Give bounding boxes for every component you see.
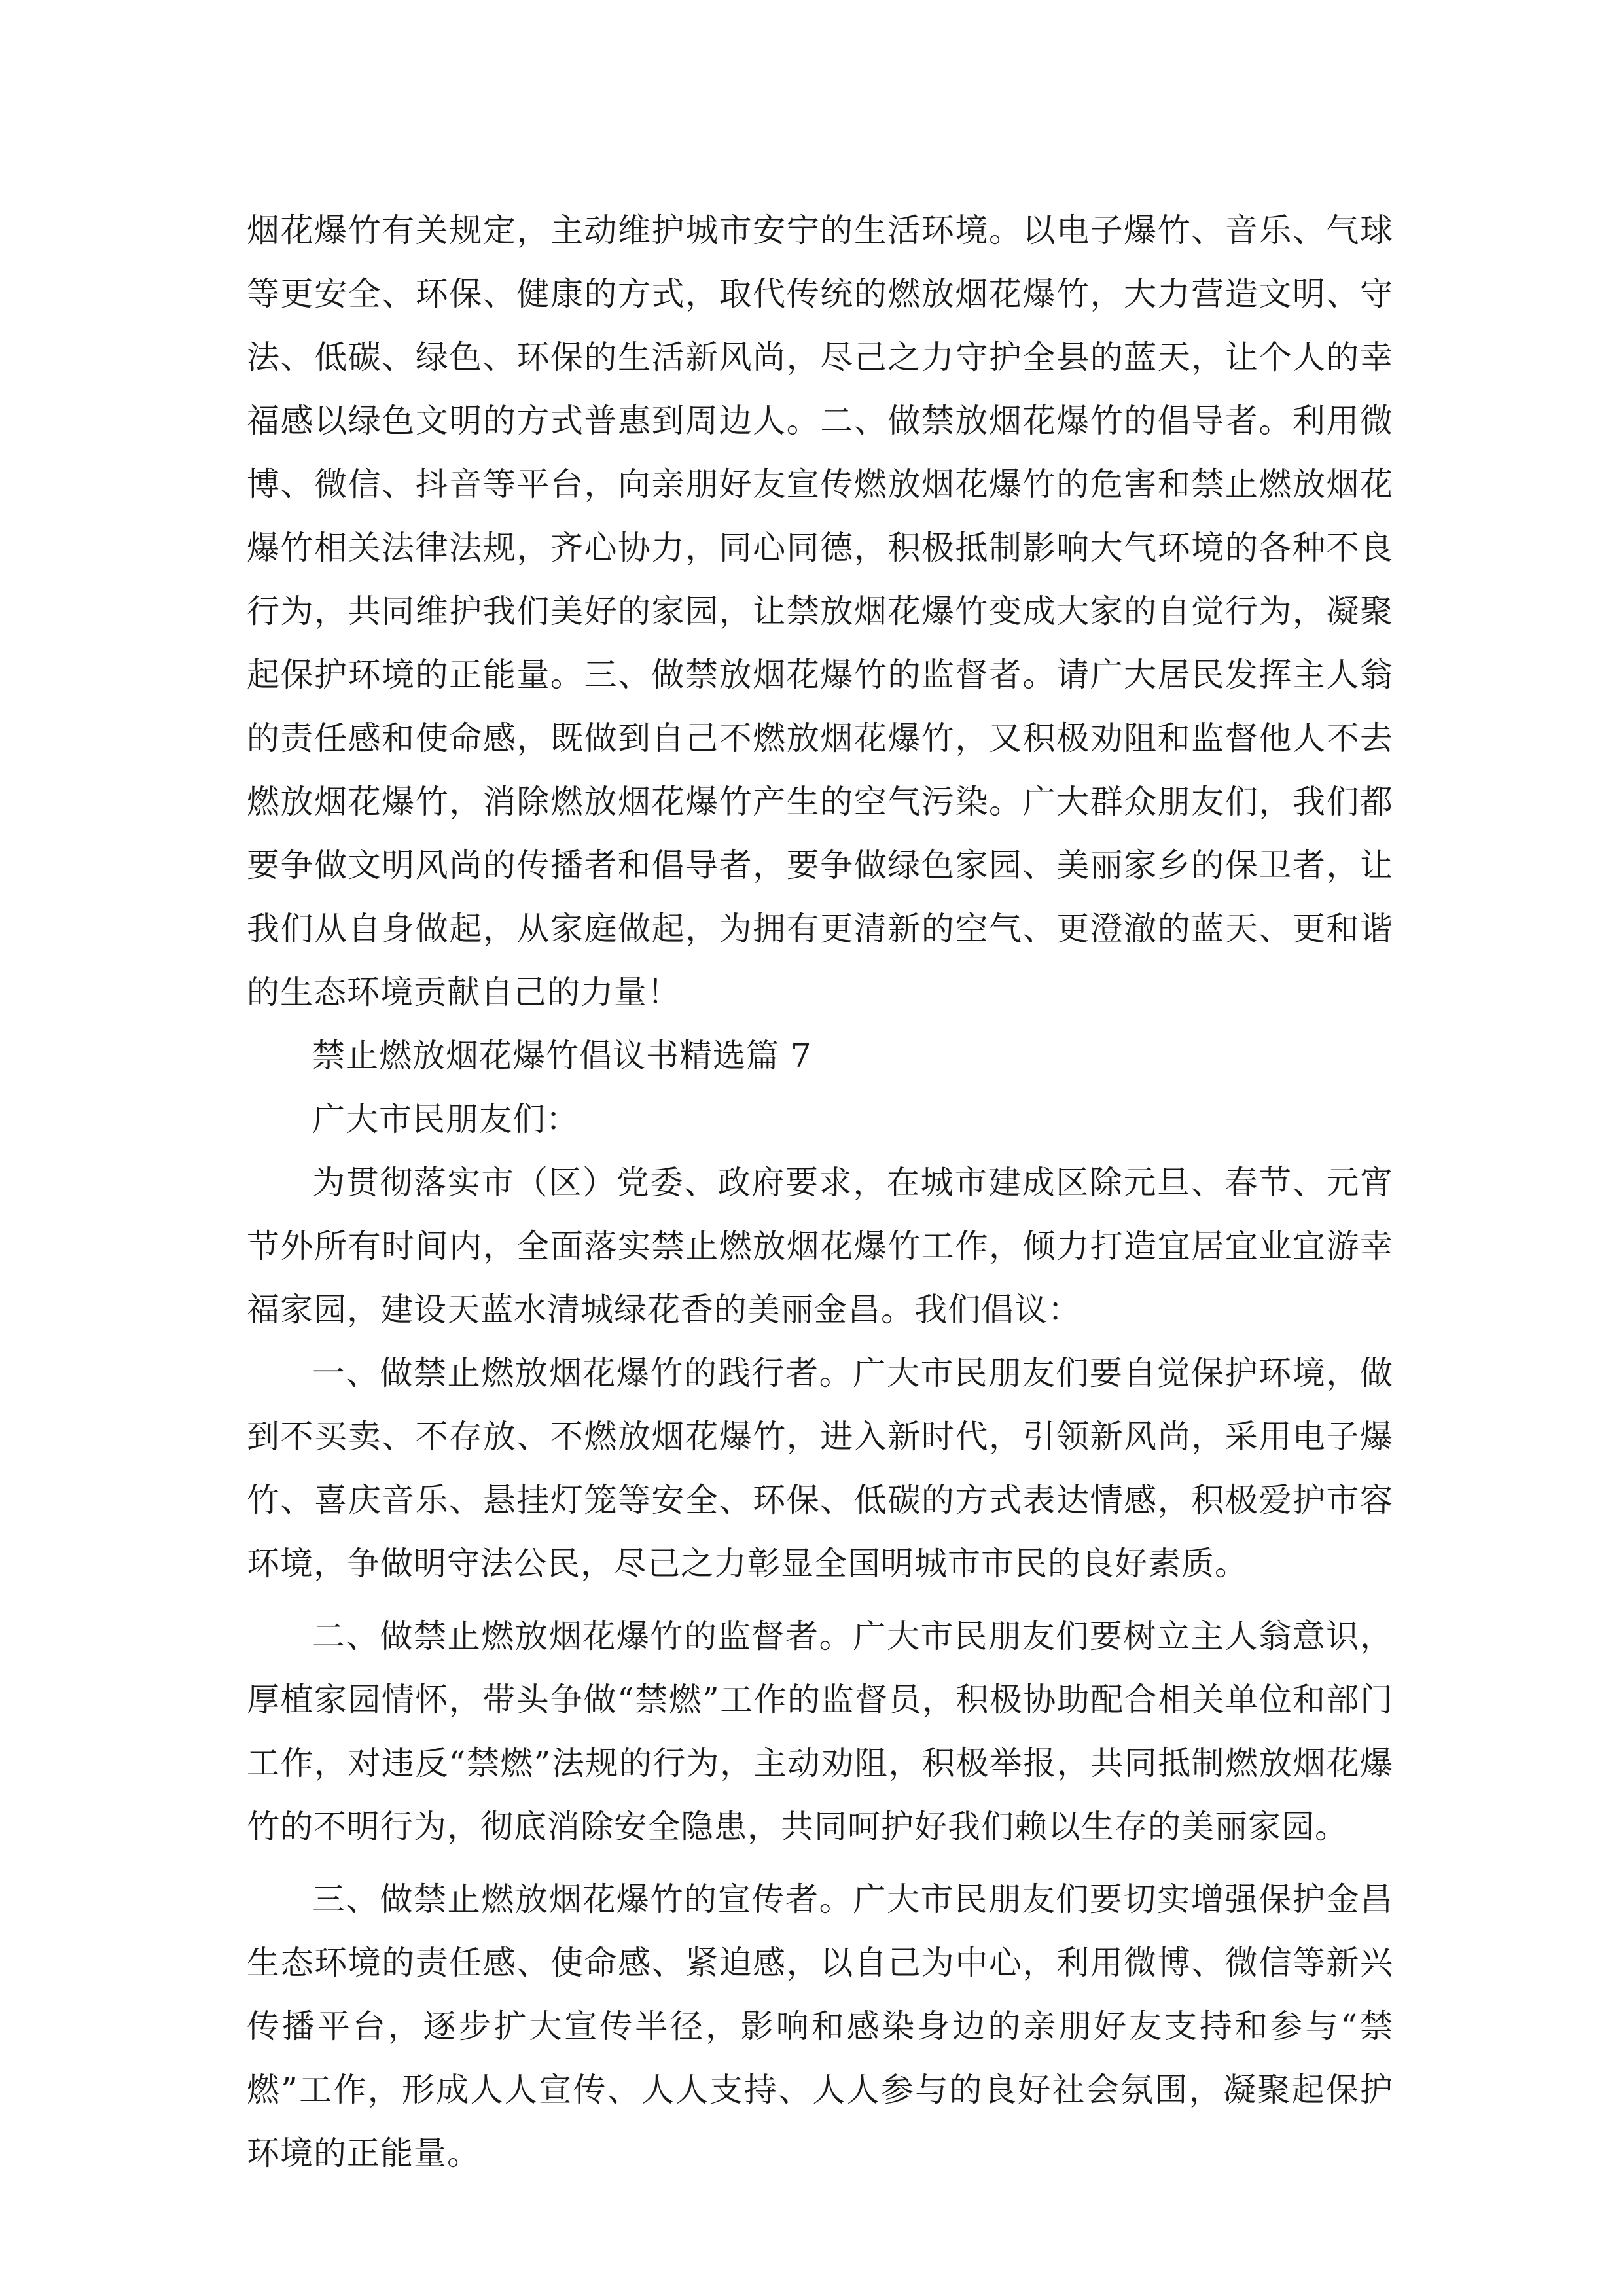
document-body [247, 199, 1393, 2185]
salutation: 广大市民朋友们： [312, 1100, 579, 1138]
paragraph-proposal-2: 二、做禁止燃放烟花爆竹的监督者。广大市民朋友们要树立主人翁意识，厚植家园情怀，带头争做“禁燃”工作的监督员，积极协助配合相关单位和部门工作，对违反“禁燃”法规的行为，主动劝阻，积极举报，共同抵制燃放烟花爆竹的不明行为，彻底消除安全隐患，共同呵护好我们赖以生存的美丽家园。 [247, 1617, 1393, 1846]
paragraph-proposal-1: 一、做禁止燃放烟花爆竹的践行者。广大市民朋友们要自觉保护环境，做到不买卖、不存放、不燃放烟花爆竹，进入新时代，引领新风尚，采用电子爆竹、喜庆音乐、悬挂灯笼等安全、环保、低碳的方式表达情感，积极爱护市容环境，争做明守法公民，尽己之力彰显全国明城市市民的良好素质。 [247, 1354, 1393, 1583]
paragraph-proposal-3: 三、做禁止燃放烟花爆竹的宣传者。广大市民朋友们要切实增强保护金昌生态环境的责任感、使命感、紧迫感，以自己为中心，利用微博、微信等新兴传播平台，逐步扩大宣传半径，影响和感染身边的亲朋好友支持和参与“禁燃”工作，形成人人宣传、人人支持、人人参与的良好社会氛围，凝聚起保护环境的正能量。 [247, 1880, 1393, 2172]
paragraph-intro: 为贯彻落实市（区）党委、政府要求，在城市建成区除元旦、春节、元宵节外所有时间内，全面落实禁止燃放烟花爆竹工作，倾力打造宜居宜业宜游幸福家园，建设天蓝水清城绿花香的美丽金昌。我们倡议： [247, 1164, 1393, 1329]
paragraph-continuation: 烟花爆竹有关规定，主动维护城市安宁的生活环境。以电子爆竹、音乐、气球等更安全、环保、健康的方式，取代传统的燃放烟花爆竹，大力营造文明、守法、低碳、绿色、环保的生活新风尚，尽己之力守护全县的蓝天，让个人的幸福感以绿色文明的方式普惠到周边人。二、做禁放烟花爆竹的倡导者。利用微博、微信、抖音等平台，向亲朋好友宣传燃放烟花爆竹的危害和禁止燃放烟花爆竹相关法律法规，齐心协力，同心同德，积极抵制影响大气环境的各种不良行为，共同维护我们美好的家园，让禁放烟花爆竹变成大家的自觉行为，凝聚起保护环境的正能量。三、做禁放烟花爆竹的监督者。请广大居民发挥主人翁的责任感和使命感，既做到自己不燃放烟花爆竹，又积极劝阻和监督他人不去燃放烟花爆竹，消除燃放烟花爆竹产生的空气污染。广大群众朋友们，我们都要争做文明风尚的传播者和倡导者，要争做绿色家园、美丽家乡的保卫者，让我们从自身做起，从家庭做起，为拥有更清新的空气、更澄澈的蓝天、更和谐的生态环境贡献自己的力量！ [247, 211, 1393, 1011]
section-heading: 禁止燃放烟花爆竹倡议书精选篇 7 [312, 1037, 812, 1075]
